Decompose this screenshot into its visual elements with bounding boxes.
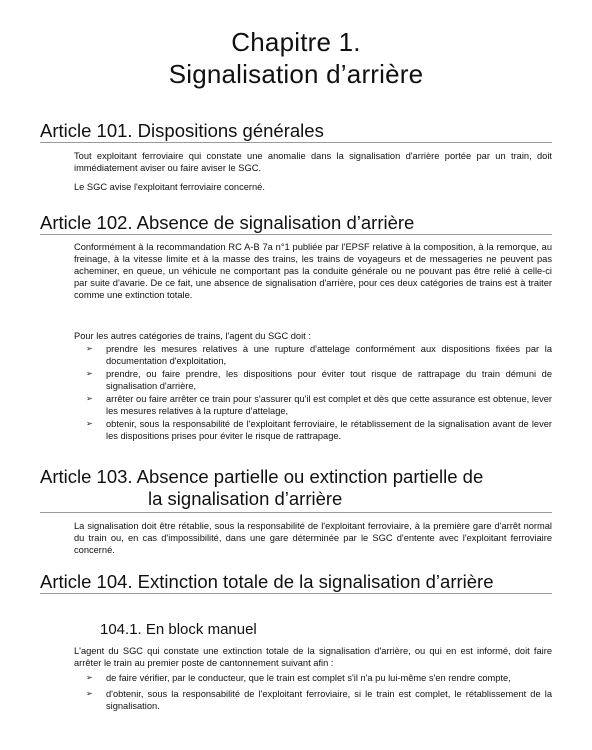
chapter-name: Signalisation d’arrière <box>168 59 424 89</box>
list-item: ➢ d'obtenir, sous la responsabilité de l'exploitant ferroviaire, si le train est complet, le rétablissement de la signalisation. <box>86 689 552 711</box>
article-101-paragraph-2: Le SGC avise l'exploitant ferroviaire concerné. <box>74 182 265 192</box>
list-item: ➢ prendre les mesures relatives à une rupture d'attelage conformément aux dispositions fixées par la documentation d'exploitation, <box>86 344 552 366</box>
arrow-bullet-icon: ➢ <box>86 419 93 428</box>
article-102-paragraph-2: Pour les autres catégories de trains, l'agent du SGC doit : <box>74 331 311 341</box>
article-101-paragraph-1: Tout exploitant ferroviaire qui constate une anomalie dans la signalisation d'arrière portée par un train, doit immédiatement aviser ou faire aviser le SGC. <box>74 151 552 173</box>
article-103-paragraph-1: La signalisation doit être rétablie, sous la responsabilité de l'exploitant ferroviaire, à la première gare d'arrêt normal du train ou, en cas d'impossibilité, dans une gare déterminée par le SGC d'entente avec l'exploitant ferroviaire concerné. <box>74 521 552 555</box>
article-101-rule <box>40 142 552 143</box>
list-item: ➢ arrêter ou faire arrêter ce train pour s'assurer qu'il est complet et dès que cette assurance est obtenue, lever les mesures relatives à la rupture d'attelage, <box>86 394 552 416</box>
list-item: ➢ obtenir, sous la responsabilité de l'exploitant ferroviaire, le rétablissement de la signalisation avant de lever les dispositions prises pour éviter le risque de rattrapage. <box>86 419 552 441</box>
article-102-bullet-list <box>74 343 552 443</box>
article-102-heading: Article 102. Absence de signalisation d’arrière <box>40 212 415 233</box>
section-104-1-bullet-list <box>74 672 552 713</box>
article-102-paragraph-1: Conformément à la recommandation RC A-B 7a n°1 publiée par l'EPSF relative à la composition, à la remorque, au freinage, à la vitesse limite et à la masse des trains, les trains de voyageurs et de messageries ne peuvent pas acheminer, en queue, un véhicule ne comportant pas la conduite générale ou ne pouvant pas être relié à celle-ci par suite d'avarie. De ce fait, une absence de signalisation d'arrière, pour ces deux catégories de trains est à traiter comme une extinction totale. <box>74 242 552 300</box>
chapter-title <box>0 26 592 90</box>
list-item: ➢ prendre, ou faire prendre, les dispositions pour éviter tout risque de rattrapage du train démuni de signalisation d'arrière, <box>86 369 552 391</box>
chapter-number: Chapitre 1. <box>231 27 361 57</box>
arrow-bullet-icon: ➢ <box>86 369 93 378</box>
article-103-rule <box>40 512 552 513</box>
article-101-heading: Article 101. Dispositions générales <box>40 120 324 141</box>
article-103-heading-line-2: la signalisation d’arrière <box>148 488 343 509</box>
arrow-bullet-icon: ➢ <box>86 673 93 682</box>
article-104-rule <box>40 593 552 594</box>
arrow-bullet-icon: ➢ <box>86 689 93 698</box>
section-104-1-heading: 104.1. En block manuel <box>100 621 257 638</box>
article-103-heading <box>40 466 560 510</box>
article-103-heading-line-1: Article 103. Absence partielle ou extinction partielle de <box>40 466 484 487</box>
list-item: ➢ de faire vérifier, par le conducteur, que le train est complet s'il n'a pu lui-même s'en rendre compte, <box>86 673 511 683</box>
arrow-bullet-icon: ➢ <box>86 394 93 403</box>
arrow-bullet-icon: ➢ <box>86 344 93 353</box>
article-102-rule <box>40 234 552 235</box>
section-104-1-paragraph-1: L'agent du SGC qui constate une extinction totale de la signalisation d'arrière, ou qui en est informé, doit faire arrêter le train au premier poste de cantonnement suivant afin : <box>74 646 552 668</box>
article-104-heading: Article 104. Extinction totale de la signalisation d’arrière <box>40 571 494 592</box>
